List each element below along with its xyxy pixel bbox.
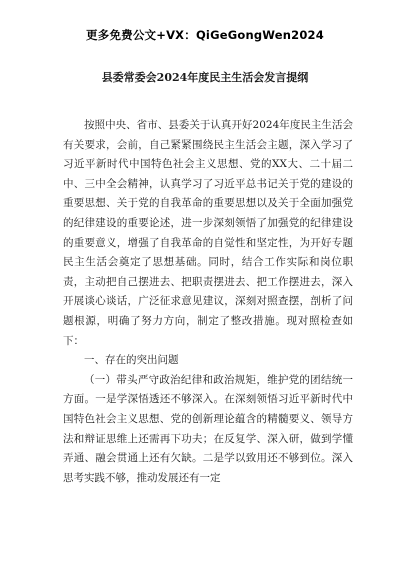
intro-paragraph: 按照中央、省市、县委关于认真开好2024年度民主生活会有关要求，会前，自己紧紧围绕民主生活会主题，深入学习了习近平新时代中国特色社会主义思想、党的XX大、二十届二中、三中全会精神，认真学习了习近平总书记关于党的建设的重要思想、关于党的自我革命的重要思想以及关于全面加强党的纪律建设的重要论述，进一步深刻领悟了加强党的纪律建设的重要意义，增强了自我革命的自觉性和坚定性，为开好专题民主生活会奠定了思想基础。同时，结合工作实际和岗位职责，主动把自己摆进去、把职责摆进去、把工作摆进去，深入开展谈心谈话，广泛征求意见建议，深刻对照查摆，剖析了问题根源，明确了努力方向，制定了整改措施。现对照检查如下： — [63, 119, 353, 347]
document-body — [63, 116, 353, 488]
document-title: 县委常委会2024年度民主生活会发言提纲 — [101, 71, 309, 84]
subsection-paragraph: （一）带头严守政治纪律和政治规矩，维护党的团结统一方面。一是学深悟透还不够深入。在深刻领悟习近平新时代中国特色社会主义思想、党的创新理论蕴含的精髓要义、领导方法和辩证思维上还需再下功夫；在反复学、深入研，做到学懂弄通、融会贯通上还有欠缺。二是学以致用还不够到位。深入思考实践不够，推动发展还有一定 — [63, 373, 353, 484]
section-heading: 一、存在的突出问题 — [84, 354, 179, 367]
watermark-text: 更多免费公文+VX：QiGeGongWen2024 — [86, 28, 324, 42]
